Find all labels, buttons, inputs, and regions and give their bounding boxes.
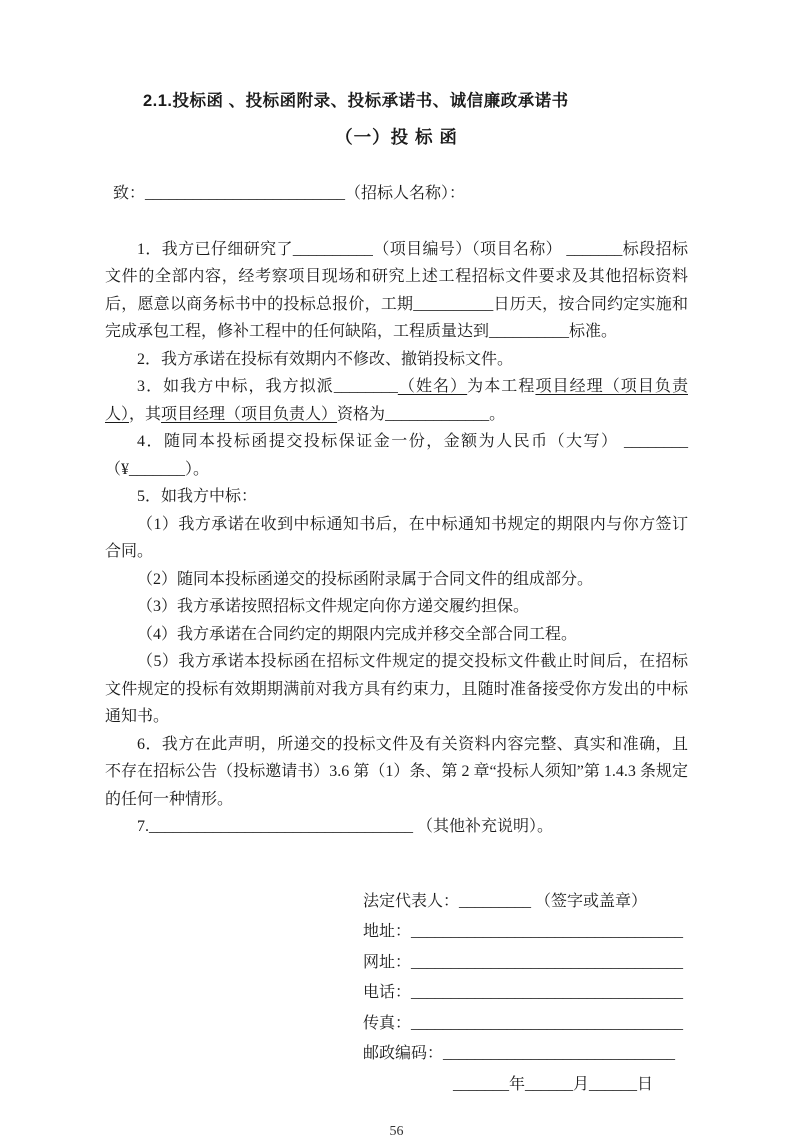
bid-section-blank: _______ [566, 240, 623, 258]
p1-text: （项目编号）（项目名称） [372, 240, 567, 258]
phone-line [363, 978, 688, 1009]
address-label: 地址： [363, 923, 412, 940]
p1-text: 1．我方已仔细研究了 [137, 240, 293, 258]
supplementary-notes-blank: _________________________________ [149, 818, 413, 835]
addressee-name-blank: _________________________ [145, 185, 346, 202]
paragraph-3 [105, 373, 688, 428]
month-label: 月 [573, 1075, 590, 1093]
paragraph-4 [105, 428, 688, 483]
project-manager-underlined: 项目经理（项目负责人） [161, 405, 338, 423]
page-number: 56 [389, 1124, 404, 1139]
date-month-blank: ______ [525, 1075, 574, 1093]
qualification-blank: _____________ [385, 405, 490, 423]
p1-text: 日历天，按合同约定实施和完成承包工程，修补工程中的任何缺陷，工程质量达到 [105, 295, 688, 340]
p1-text: 标段招标文件的全部内容，经考察项目现场和研究上述工程招标文件要求及其他招标资料后，愿意以商务标书中的投标总报价，工期 [105, 240, 688, 313]
date-day-blank: ______ [589, 1075, 638, 1093]
p7-text: （其他补充说明）。 [413, 818, 554, 835]
paragraph-5-item-4: （4）我方承诺在合同约定的期限内完成并移交全部合同工程。 [137, 625, 578, 643]
project-manager-underlined: 项目经理（项目负责人） [105, 378, 688, 423]
fax-label: 传真： [363, 1014, 412, 1032]
fax-line [363, 1009, 688, 1040]
paragraph-5-item-2: （2）随同本投标函递交的投标函附录属于合同文件的组成部分。 [137, 570, 594, 588]
salutation-prefix: 致： [113, 185, 146, 202]
p4-text: （¥ [105, 460, 130, 478]
amount-words-blank: ________ [624, 433, 688, 450]
website-label: 网址： [363, 953, 412, 971]
phone-label: 电话： [363, 984, 412, 1001]
date-line [453, 1070, 688, 1101]
legal-representative-line [363, 887, 688, 918]
p4-text: 4．随同本投标函提交投标保证金一份，金额为人民币（大写） [137, 433, 624, 450]
duration-blank: __________ [413, 295, 494, 313]
p3-text: 资格为 [337, 405, 386, 423]
section-heading: 2.1.投标函 、投标函附录、投标承诺书、诚信廉政承诺书 [143, 92, 569, 110]
p3-text: ，其 [129, 405, 162, 423]
signature-block [363, 887, 688, 1101]
form-title: （一）投 标 函 [335, 127, 458, 147]
phone-blank: __________________________________ [411, 984, 684, 1001]
paragraph-7 [105, 813, 688, 841]
p4-text: ）。 [185, 460, 210, 478]
manager-name-blank: ________ [333, 378, 398, 395]
date-year-blank: _______ [453, 1075, 509, 1093]
p1-text: 标准。 [569, 323, 618, 340]
paragraph-5-item-1: （1）我方承诺在收到中标通知书后，在中标通知书规定的期限内与你方签订合同。 [105, 515, 688, 560]
fax-blank: __________________________________ [411, 1014, 684, 1032]
paragraph-1 [105, 236, 688, 346]
website-line [363, 948, 688, 979]
year-label: 年 [509, 1075, 526, 1093]
paragraph-5-item-3: （3）我方承诺按照招标文件规定向你方递交履约担保。 [137, 598, 530, 615]
p3-text: 3．如我方中标，我方拟派 [137, 378, 334, 395]
page-footer [105, 1124, 688, 1140]
amount-figures-blank: _______ [129, 460, 186, 478]
body-block [105, 236, 688, 841]
project-number-blank: __________ [292, 240, 373, 258]
address-line [363, 917, 688, 948]
paragraph-5-item-5: （5）我方承诺本投标函在招标文件规定的提交投标文件截止时间后，在招标文件规定的投标有效期期满前对我方具有约束力，且随时准备接受你方发出的中标通知书。 [105, 653, 688, 725]
postal-code-label: 邮政编码： [363, 1045, 444, 1062]
salutation-suffix: （招标人名称）： [345, 185, 466, 202]
day-label: 日 [637, 1075, 654, 1093]
paragraph-5-intro: 5．如我方中标： [137, 488, 258, 505]
quality-standard-blank: __________ [489, 323, 570, 340]
postal-code-line [363, 1039, 688, 1070]
legal-representative-blank: _________ [459, 892, 532, 910]
name-label-underlined: （姓名） [397, 378, 468, 395]
legal-representative-label: 法定代表人： [363, 892, 460, 910]
website-blank: __________________________________ [411, 953, 684, 971]
postal-code-blank: _____________________________ [443, 1045, 676, 1062]
address-blank: __________________________________ [411, 923, 684, 940]
salutation-line [113, 180, 688, 208]
p3-text: 为本工程 [467, 378, 536, 395]
p3-text: 。 [489, 405, 506, 423]
p7-text: 7. [137, 818, 149, 835]
paragraph-6: 6．我方在此声明，所递交的投标文件及有关资料内容完整、真实和准确，且不存在招标公告（投标邀请书）3.6 第（1）条、第 2 章“投标人须知”第 1.4.3 条规定的任何一种情形。 [105, 735, 688, 808]
sign-or-seal-note: （签字或盖章） [531, 892, 648, 910]
paragraph-2: 2．我方承诺在投标有效期内不修改、撤销投标文件。 [137, 350, 514, 368]
